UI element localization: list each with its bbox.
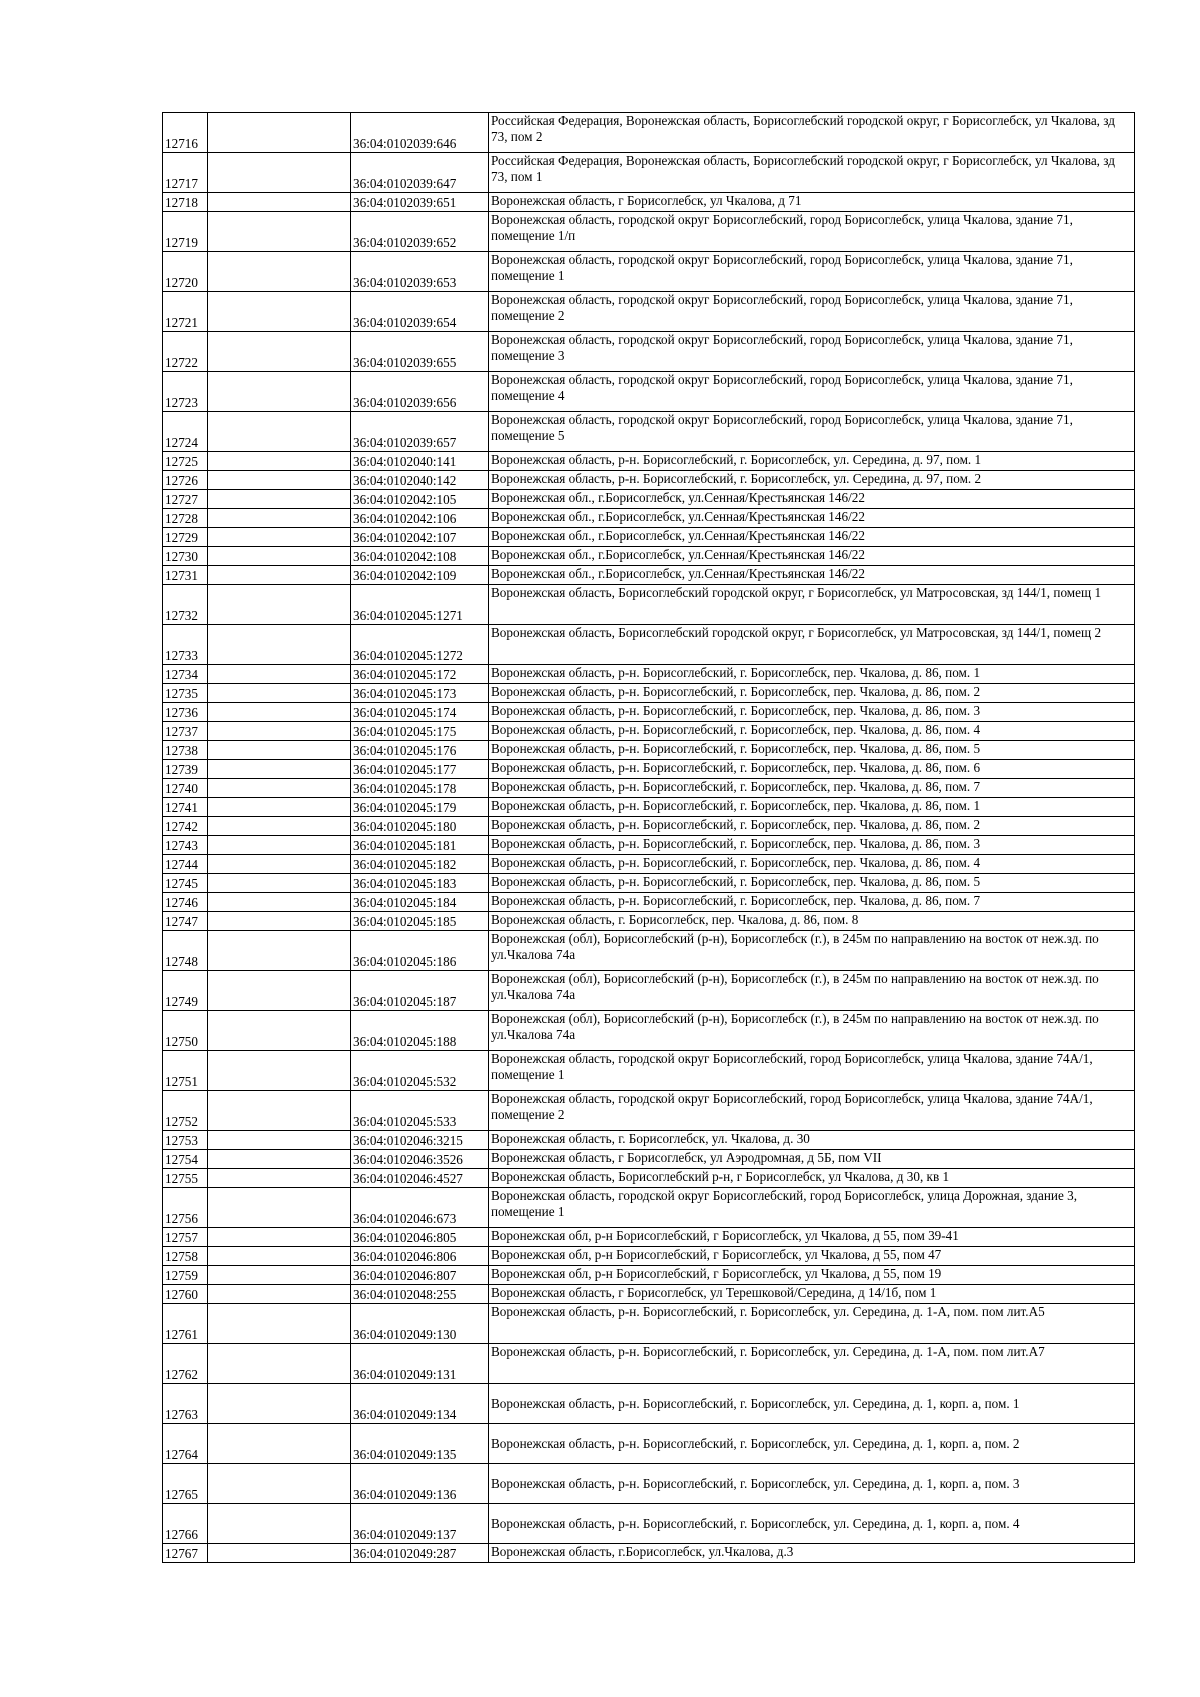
cadastral-number: 36:04:0102046:807 — [351, 1266, 489, 1285]
table-row — [163, 665, 1135, 684]
cadastral-number: 36:04:0102046:806 — [351, 1247, 489, 1266]
cadastral-number: 36:04:0102045:188 — [351, 1011, 489, 1051]
cadastral-number: 36:04:0102045:173 — [351, 684, 489, 703]
address: Воронежская область, г Борисоглебск, ул Аэродромная, д 5Б, пом VII — [489, 1150, 1135, 1169]
address: Воронежская область, р-н. Борисоглебский, г. Борисоглебск, пер. Чкалова, д. 86, пом. 3 — [489, 703, 1135, 722]
empty-cell — [208, 153, 351, 193]
address: Воронежская область, Борисоглебский р-н, г Борисоглебск, ул Чкалова, д 30, кв 1 — [489, 1169, 1135, 1188]
empty-cell — [208, 703, 351, 722]
table-row — [163, 1091, 1135, 1131]
table-row — [163, 566, 1135, 585]
empty-cell — [208, 912, 351, 931]
empty-cell — [208, 1424, 351, 1464]
address: Воронежская область, г. Борисоглебск, пер. Чкалова, д. 86, пом. 8 — [489, 912, 1135, 931]
empty-cell — [208, 1344, 351, 1384]
address: Воронежская область, г Борисоглебск, ул Терешковой/Середина, д 14/1б, пом 1 — [489, 1285, 1135, 1304]
row-number: 12732 — [163, 585, 208, 625]
cadastral-number: 36:04:0102042:105 — [351, 490, 489, 509]
address: Воронежская область, городской округ Борисоглебский, город Борисоглебск, улица Чкалова, здание 71, помещение 1/п — [489, 212, 1135, 252]
empty-cell — [208, 855, 351, 874]
address: Воронежская область, р-н. Борисоглебский, г. Борисоглебск, ул. Середина, д. 97, пом. 2 — [489, 471, 1135, 490]
table-row — [163, 1131, 1135, 1150]
table-row — [163, 1150, 1135, 1169]
address: Воронежская обл, р-н Борисоглебский, г Борисоглебск, ул Чкалова, д 55, пом 19 — [489, 1266, 1135, 1285]
cadastral-number: 36:04:0102042:106 — [351, 509, 489, 528]
cadastral-number: 36:04:0102049:135 — [351, 1424, 489, 1464]
address: Воронежская обл., г.Борисоглебск, ул.Сенная/Крестьянская 146/22 — [489, 566, 1135, 585]
table-row — [163, 452, 1135, 471]
cadastral-number: 36:04:0102048:255 — [351, 1285, 489, 1304]
cadastral-number: 36:04:0102045:181 — [351, 836, 489, 855]
row-number: 12719 — [163, 212, 208, 252]
address: Воронежская область, г Борисоглебск, ул Чкалова, д 71 — [489, 193, 1135, 212]
row-number: 12734 — [163, 665, 208, 684]
address: Воронежская область, р-н. Борисоглебский, г. Борисоглебск, пер. Чкалова, д. 86, пом. 1 — [489, 665, 1135, 684]
empty-cell — [208, 292, 351, 332]
table-row — [163, 528, 1135, 547]
cadastral-number: 36:04:0102045:182 — [351, 855, 489, 874]
cadastral-number: 36:04:0102045:185 — [351, 912, 489, 931]
row-number: 12744 — [163, 855, 208, 874]
row-number: 12736 — [163, 703, 208, 722]
address: Воронежская область, р-н. Борисоглебский, г. Борисоглебск, ул. Середина, д. 1, корп. а, пом. 4 — [489, 1504, 1135, 1544]
row-number: 12738 — [163, 741, 208, 760]
cadastral-number: 36:04:0102049:130 — [351, 1304, 489, 1344]
row-number: 12741 — [163, 798, 208, 817]
address: Воронежская область, городской округ Борисоглебский, город Борисоглебск, улица Чкалова, здание 71, помещение 2 — [489, 292, 1135, 332]
cadastral-table-body — [163, 113, 1135, 1563]
address: Воронежская обл, р-н Борисоглебский, г Борисоглебск, ул Чкалова, д 55, пом 47 — [489, 1247, 1135, 1266]
empty-cell — [208, 1247, 351, 1266]
empty-cell — [208, 931, 351, 971]
address: Воронежская область, р-н. Борисоглебский, г. Борисоглебск, пер. Чкалова, д. 86, пом. 2 — [489, 817, 1135, 836]
table-row — [163, 1169, 1135, 1188]
table-row — [163, 1051, 1135, 1091]
row-number: 12739 — [163, 760, 208, 779]
cadastral-table — [162, 112, 1135, 1563]
address: Воронежская область, городской округ Борисоглебский, город Борисоглебск, улица Дорожная, здание 3, помещение 1 — [489, 1188, 1135, 1228]
cadastral-number: 36:04:0102045:174 — [351, 703, 489, 722]
row-number: 12746 — [163, 893, 208, 912]
empty-cell — [208, 585, 351, 625]
address: Воронежская область, городской округ Борисоглебский, город Борисоглебск, улица Чкалова, здание 74А/1, помещение 2 — [489, 1091, 1135, 1131]
row-number: 12754 — [163, 1150, 208, 1169]
address: Воронежская область, р-н. Борисоглебский, г. Борисоглебск, пер. Чкалова, д. 86, пом. 6 — [489, 760, 1135, 779]
address: Воронежская область, г. Борисоглебск, ул. Чкалова, д. 30 — [489, 1131, 1135, 1150]
empty-cell — [208, 625, 351, 665]
row-number: 12721 — [163, 292, 208, 332]
cadastral-number: 36:04:0102046:3215 — [351, 1131, 489, 1150]
address: Воронежская область, р-н. Борисоглебский, г. Борисоглебск, ул. Середина, д. 1-А, пом. пом лит.А7 — [489, 1344, 1135, 1384]
table-row — [163, 684, 1135, 703]
address: Воронежская обл., г.Борисоглебск, ул.Сенная/Крестьянская 146/22 — [489, 509, 1135, 528]
row-number: 12737 — [163, 722, 208, 741]
empty-cell — [208, 452, 351, 471]
cadastral-number: 36:04:0102045:186 — [351, 931, 489, 971]
table-row — [163, 113, 1135, 153]
table-row — [163, 874, 1135, 893]
row-number: 12759 — [163, 1266, 208, 1285]
address: Воронежская область, р-н. Борисоглебский, г. Борисоглебск, пер. Чкалова, д. 86, пом. 4 — [489, 855, 1135, 874]
table-row — [163, 490, 1135, 509]
address: Воронежская (обл), Борисоглебский (р-н), Борисоглебск (г.), в 245м по направлению на восток от неж.зд. по ул.Чкалова 74а — [489, 1011, 1135, 1051]
table-row — [163, 252, 1135, 292]
empty-cell — [208, 509, 351, 528]
cadastral-number: 36:04:0102039:647 — [351, 153, 489, 193]
table-row — [163, 471, 1135, 490]
cadastral-number: 36:04:0102046:673 — [351, 1188, 489, 1228]
empty-cell — [208, 1544, 351, 1563]
address: Воронежская область, городской округ Борисоглебский, город Борисоглебск, улица Чкалова, здание 71, помещение 3 — [489, 332, 1135, 372]
row-number: 12751 — [163, 1051, 208, 1091]
table-row — [163, 1266, 1135, 1285]
row-number: 12724 — [163, 412, 208, 452]
table-row — [163, 332, 1135, 372]
address: Воронежская область, р-н. Борисоглебский, г. Борисоглебск, пер. Чкалова, д. 86, пом. 4 — [489, 722, 1135, 741]
empty-cell — [208, 412, 351, 452]
cadastral-number: 36:04:0102039:655 — [351, 332, 489, 372]
row-number: 12755 — [163, 1169, 208, 1188]
empty-cell — [208, 741, 351, 760]
address: Воронежская область, Борисоглебский городской округ, г Борисоглебск, ул Матросовская, зд 144/1, помещ 1 — [489, 585, 1135, 625]
row-number: 12727 — [163, 490, 208, 509]
row-number: 12756 — [163, 1188, 208, 1228]
address: Воронежская область, р-н. Борисоглебский, г. Борисоглебск, пер. Чкалова, д. 86, пом. 5 — [489, 741, 1135, 760]
empty-cell — [208, 779, 351, 798]
table-row — [163, 1464, 1135, 1504]
table-row — [163, 547, 1135, 566]
empty-cell — [208, 893, 351, 912]
address: Воронежская обл., г.Борисоглебск, ул.Сенная/Крестьянская 146/22 — [489, 490, 1135, 509]
address: Воронежская область, р-н. Борисоглебский, г. Борисоглебск, ул. Середина, д. 97, пом. 1 — [489, 452, 1135, 471]
cadastral-number: 36:04:0102042:107 — [351, 528, 489, 547]
table-row — [163, 1188, 1135, 1228]
row-number: 12725 — [163, 452, 208, 471]
table-row — [163, 1228, 1135, 1247]
row-number: 12767 — [163, 1544, 208, 1563]
row-number: 12743 — [163, 836, 208, 855]
row-number: 12728 — [163, 509, 208, 528]
table-row — [163, 931, 1135, 971]
address: Воронежская область, р-н. Борисоглебский, г. Борисоглебск, ул. Середина, д. 1, корп. а, пом. 1 — [489, 1384, 1135, 1424]
cadastral-number: 36:04:0102039:652 — [351, 212, 489, 252]
empty-cell — [208, 760, 351, 779]
table-row — [163, 779, 1135, 798]
row-number: 12742 — [163, 817, 208, 836]
cadastral-number: 36:04:0102045:183 — [351, 874, 489, 893]
row-number: 12720 — [163, 252, 208, 292]
address: Воронежская область, р-н. Борисоглебский, г. Борисоглебск, пер. Чкалова, д. 86, пом. 1 — [489, 798, 1135, 817]
empty-cell — [208, 1051, 351, 1091]
empty-cell — [208, 971, 351, 1011]
cadastral-number: 36:04:0102040:142 — [351, 471, 489, 490]
address: Воронежская обл, р-н Борисоглебский, г Борисоглебск, ул Чкалова, д 55, пом 39-41 — [489, 1228, 1135, 1247]
empty-cell — [208, 490, 351, 509]
table-row — [163, 625, 1135, 665]
table-row — [163, 212, 1135, 252]
address: Воронежская область, р-н. Борисоглебский, г. Борисоглебск, пер. Чкалова, д. 86, пом. 3 — [489, 836, 1135, 855]
empty-cell — [208, 836, 351, 855]
table-row — [163, 1344, 1135, 1384]
table-row — [163, 193, 1135, 212]
empty-cell — [208, 372, 351, 412]
cadastral-number: 36:04:0102045:175 — [351, 722, 489, 741]
address: Российская Федерация, Воронежская область, Борисоглебский городской округ, г Борисоглебск, ул Чкалова, зд 73, пом 1 — [489, 153, 1135, 193]
table-row — [163, 760, 1135, 779]
empty-cell — [208, 1285, 351, 1304]
address: Воронежская область, Борисоглебский городской округ, г Борисоглебск, ул Матросовская, зд 144/1, помещ 2 — [489, 625, 1135, 665]
address: Воронежская область, р-н. Борисоглебский, г. Борисоглебск, ул. Середина, д. 1-А, пом. пом лит.А5 — [489, 1304, 1135, 1344]
address: Воронежская область, городской округ Борисоглебский, город Борисоглебск, улица Чкалова, здание 71, помещение 4 — [489, 372, 1135, 412]
address: Воронежская область, р-н. Борисоглебский, г. Борисоглебск, пер. Чкалова, д. 86, пом. 7 — [489, 779, 1135, 798]
empty-cell — [208, 1131, 351, 1150]
row-number: 12758 — [163, 1247, 208, 1266]
empty-cell — [208, 1011, 351, 1051]
address: Воронежская (обл), Борисоглебский (р-н), Борисоглебск (г.), в 245м по направлению на восток от неж.зд. по ул.Чкалова 74а — [489, 971, 1135, 1011]
address: Российская Федерация, Воронежская область, Борисоглебский городской округ, г Борисоглебск, ул Чкалова, зд 73, пом 2 — [489, 113, 1135, 153]
cadastral-number: 36:04:0102049:137 — [351, 1504, 489, 1544]
empty-cell — [208, 1169, 351, 1188]
table-row — [163, 509, 1135, 528]
empty-cell — [208, 332, 351, 372]
empty-cell — [208, 1188, 351, 1228]
empty-cell — [208, 212, 351, 252]
row-number: 12752 — [163, 1091, 208, 1131]
cadastral-number: 36:04:0102045:533 — [351, 1091, 489, 1131]
cadastral-number: 36:04:0102045:184 — [351, 893, 489, 912]
row-number: 12726 — [163, 471, 208, 490]
row-number: 12765 — [163, 1464, 208, 1504]
empty-cell — [208, 1504, 351, 1544]
row-number: 12749 — [163, 971, 208, 1011]
row-number: 12747 — [163, 912, 208, 931]
empty-cell — [208, 874, 351, 893]
table-row — [163, 1504, 1135, 1544]
row-number: 12745 — [163, 874, 208, 893]
cadastral-number: 36:04:0102039:656 — [351, 372, 489, 412]
row-number: 12729 — [163, 528, 208, 547]
cadastral-number: 36:04:0102042:108 — [351, 547, 489, 566]
address: Воронежская область, городской округ Борисоглебский, город Борисоглебск, улица Чкалова, здание 74А/1, помещение 1 — [489, 1051, 1135, 1091]
empty-cell — [208, 193, 351, 212]
row-number: 12760 — [163, 1285, 208, 1304]
row-number: 12740 — [163, 779, 208, 798]
empty-cell — [208, 252, 351, 292]
cadastral-number: 36:04:0102045:187 — [351, 971, 489, 1011]
table-row — [163, 912, 1135, 931]
cadastral-number: 36:04:0102046:805 — [351, 1228, 489, 1247]
empty-cell — [208, 1384, 351, 1424]
cadastral-number: 36:04:0102042:109 — [351, 566, 489, 585]
table-row — [163, 372, 1135, 412]
empty-cell — [208, 566, 351, 585]
empty-cell — [208, 528, 351, 547]
cadastral-number: 36:04:0102045:178 — [351, 779, 489, 798]
row-number: 12761 — [163, 1304, 208, 1344]
row-number: 12750 — [163, 1011, 208, 1051]
cadastral-number: 36:04:0102049:136 — [351, 1464, 489, 1504]
table-row — [163, 741, 1135, 760]
table-row — [163, 817, 1135, 836]
cadastral-number: 36:04:0102039:657 — [351, 412, 489, 452]
table-row — [163, 1247, 1135, 1266]
cadastral-number: 36:04:0102045:1271 — [351, 585, 489, 625]
cadastral-number: 36:04:0102049:287 — [351, 1544, 489, 1563]
cadastral-number: 36:04:0102045:532 — [351, 1051, 489, 1091]
empty-cell — [208, 1266, 351, 1285]
row-number: 12730 — [163, 547, 208, 566]
address: Воронежская обл., г.Борисоглебск, ул.Сенная/Крестьянская 146/22 — [489, 528, 1135, 547]
address: Воронежская область, р-н. Борисоглебский, г. Борисоглебск, ул. Середина, д. 1, корп. а, пом. 3 — [489, 1464, 1135, 1504]
empty-cell — [208, 1304, 351, 1344]
row-number: 12731 — [163, 566, 208, 585]
cadastral-number: 36:04:0102045:1272 — [351, 625, 489, 665]
cadastral-number: 36:04:0102045:176 — [351, 741, 489, 760]
cadastral-number: 36:04:0102049:131 — [351, 1344, 489, 1384]
table-row — [163, 836, 1135, 855]
cadastral-number: 36:04:0102045:179 — [351, 798, 489, 817]
table-row — [163, 1304, 1135, 1344]
cadastral-number: 36:04:0102039:651 — [351, 193, 489, 212]
empty-cell — [208, 665, 351, 684]
cadastral-number: 36:04:0102045:177 — [351, 760, 489, 779]
empty-cell — [208, 547, 351, 566]
table-row — [163, 855, 1135, 874]
table-row — [163, 412, 1135, 452]
empty-cell — [208, 1150, 351, 1169]
address: Воронежская (обл), Борисоглебский (р-н), Борисоглебск (г.), в 245м по направлению на восток от неж.зд. по ул.Чкалова 74а — [489, 931, 1135, 971]
table-row — [163, 722, 1135, 741]
address: Воронежская область, городской округ Борисоглебский, город Борисоглебск, улица Чкалова, здание 71, помещение 1 — [489, 252, 1135, 292]
row-number: 12762 — [163, 1344, 208, 1384]
address: Воронежская область, городской округ Борисоглебский, город Борисоглебск, улица Чкалова, здание 71, помещение 5 — [489, 412, 1135, 452]
cadastral-number: 36:04:0102046:3526 — [351, 1150, 489, 1169]
row-number: 12722 — [163, 332, 208, 372]
empty-cell — [208, 817, 351, 836]
row-number: 12753 — [163, 1131, 208, 1150]
table-row — [163, 893, 1135, 912]
address: Воронежская область, р-н. Борисоглебский, г. Борисоглебск, ул. Середина, д. 1, корп. а, пом. 2 — [489, 1424, 1135, 1464]
address: Воронежская область, р-н. Борисоглебский, г. Борисоглебск, пер. Чкалова, д. 86, пом. 2 — [489, 684, 1135, 703]
cadastral-number: 36:04:0102049:134 — [351, 1384, 489, 1424]
table-row — [163, 1424, 1135, 1464]
empty-cell — [208, 722, 351, 741]
empty-cell — [208, 1091, 351, 1131]
cadastral-number: 36:04:0102039:653 — [351, 252, 489, 292]
table-row — [163, 292, 1135, 332]
empty-cell — [208, 471, 351, 490]
row-number: 12766 — [163, 1504, 208, 1544]
empty-cell — [208, 684, 351, 703]
row-number: 12748 — [163, 931, 208, 971]
row-number: 12763 — [163, 1384, 208, 1424]
empty-cell — [208, 798, 351, 817]
table-row — [163, 1384, 1135, 1424]
row-number: 12716 — [163, 113, 208, 153]
table-row — [163, 585, 1135, 625]
address: Воронежская область, р-н. Борисоглебский, г. Борисоглебск, пер. Чкалова, д. 86, пом. 5 — [489, 874, 1135, 893]
row-number: 12718 — [163, 193, 208, 212]
table-row — [163, 1544, 1135, 1563]
cadastral-number: 36:04:0102039:654 — [351, 292, 489, 332]
row-number: 12757 — [163, 1228, 208, 1247]
address: Воронежская область, р-н. Борисоглебский, г. Борисоглебск, пер. Чкалова, д. 86, пом. 7 — [489, 893, 1135, 912]
cadastral-number: 36:04:0102045:180 — [351, 817, 489, 836]
row-number: 12733 — [163, 625, 208, 665]
cadastral-number: 36:04:0102045:172 — [351, 665, 489, 684]
table-row — [163, 971, 1135, 1011]
table-row — [163, 1285, 1135, 1304]
table-row — [163, 703, 1135, 722]
row-number: 12735 — [163, 684, 208, 703]
table-row — [163, 798, 1135, 817]
cadastral-number: 36:04:0102040:141 — [351, 452, 489, 471]
row-number: 12764 — [163, 1424, 208, 1464]
cadastral-number: 36:04:0102039:646 — [351, 113, 489, 153]
row-number: 12723 — [163, 372, 208, 412]
table-row — [163, 153, 1135, 193]
empty-cell — [208, 113, 351, 153]
row-number: 12717 — [163, 153, 208, 193]
address: Воронежская область, г.Борисоглебск, ул.Чкалова, д.3 — [489, 1544, 1135, 1563]
empty-cell — [208, 1228, 351, 1247]
address: Воронежская обл., г.Борисоглебск, ул.Сенная/Крестьянская 146/22 — [489, 547, 1135, 566]
empty-cell — [208, 1464, 351, 1504]
table-row — [163, 1011, 1135, 1051]
cadastral-number: 36:04:0102046:4527 — [351, 1169, 489, 1188]
